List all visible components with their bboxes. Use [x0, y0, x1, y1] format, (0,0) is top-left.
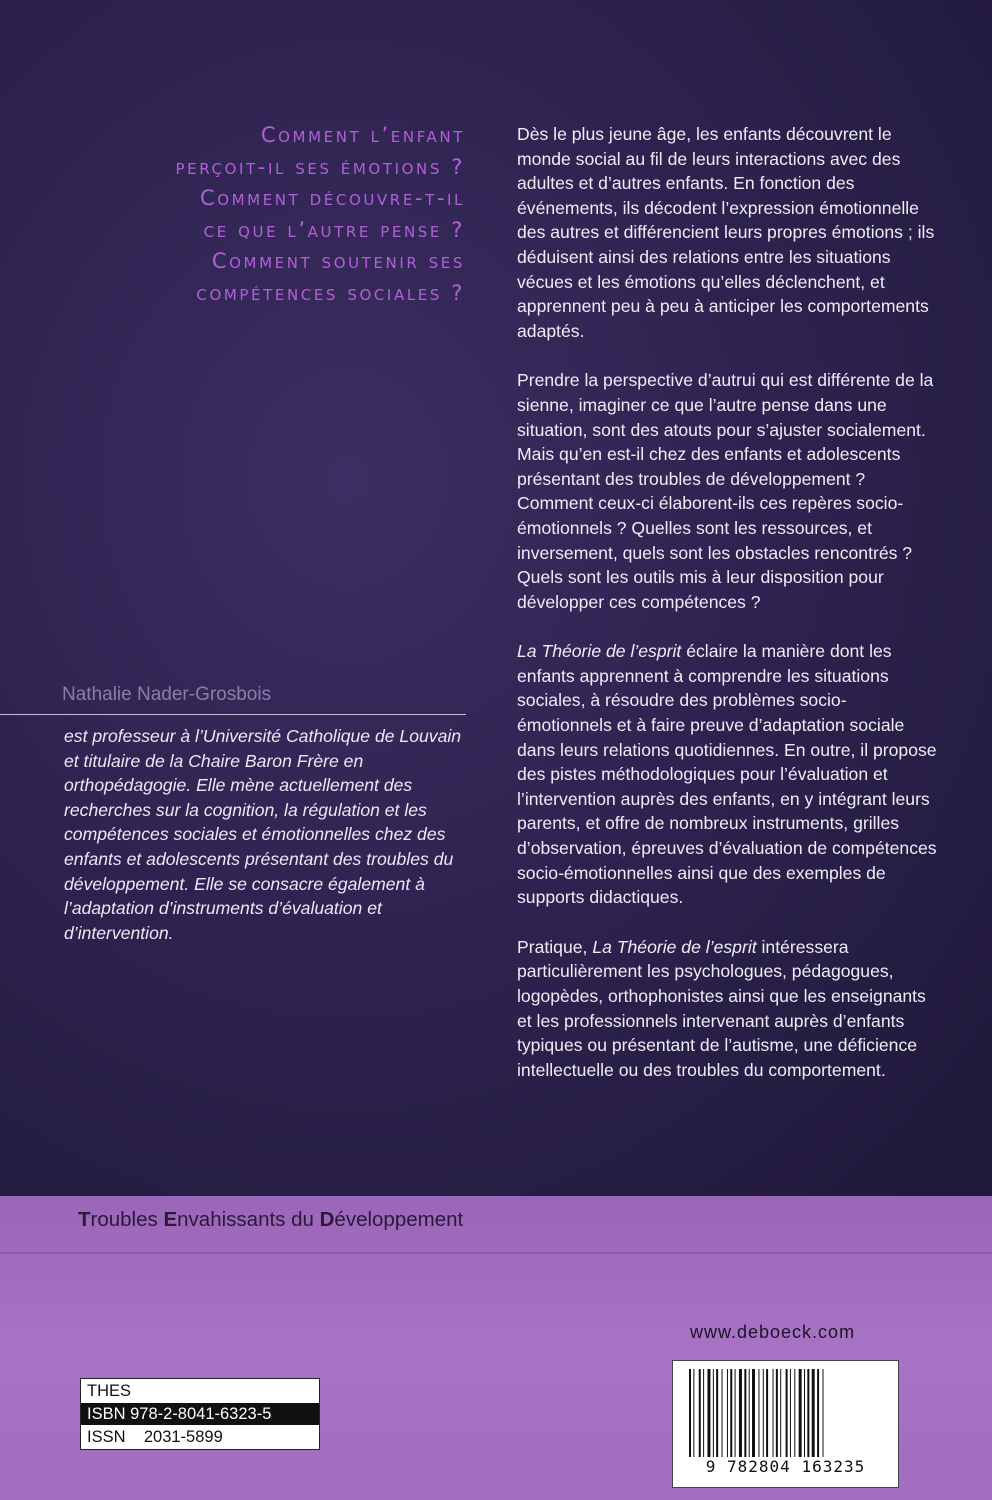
summary-text: intéressera particulièrement les psychologues, pédagogues, logopèdes, orthophonistes ainsi que les enseignants et les professionnels intervenant auprès d’enfants typiques ou présentant de l’autisme, une déficience intellectuelle ou des troubles du comportement. — [517, 936, 926, 1080]
barcode-number: 9 782804 163235 — [705, 1457, 866, 1476]
isbn-barcode — [672, 1360, 899, 1488]
series-divider — [0, 1252, 992, 1254]
series-title: Troubles Envahissants du Développement — [78, 1208, 464, 1231]
isbn-label: ISBN 978-2-8041-6323-5 — [81, 1403, 319, 1425]
barcode-bars — [687, 1369, 887, 1457]
summary-text: éclaire la manière dont les enfants apprennent à comprendre les situations sociales, à résoudre des problèmes socio-émotionnels et à faire preuve d’adaptation sociale dans leurs relations quotidiennes. En outre, il propose des pistes méthodologiques pour l’évaluation et l’intervention auprès des enfants, en y intégrant leurs parents, et offre de nombreux instruments, grilles d’observation, épreuves d’évaluation de compétences socio-émotionnelles ainsi que des exemples de supports didactiques. — [517, 641, 937, 908]
cover-questions — [60, 120, 465, 309]
question-line: Comment soutenir ses — [211, 249, 465, 273]
summary-paragraph: Prendre la perspective d’autrui qui est différente de la sienne, imaginer ce que l’autre pense dans une situation, sont des atouts pour s’ajuster socialement. Mais qu’en est-il chez des enfants et adolescents présentant des troubles de développement ? Comment ceux-ci élaborent-ils ces repères socio-émotionnels ? Quelles sont les ressources, et inversement, quels sont les obstacles rencontrés ? Quels sont les outils mis à leur disposition pour développer ces compétences ? — [517, 370, 934, 612]
summary-paragraph — [517, 639, 937, 910]
summary-text: Pratique, — [517, 936, 593, 957]
book-title: La Théorie de l’esprit — [592, 936, 757, 957]
question-line: perçoit-il ses émotions ? — [175, 154, 465, 179]
book-summary — [517, 122, 937, 1107]
publisher-website: www.deboeck.com — [690, 1322, 856, 1342]
series-code: THES — [87, 1382, 132, 1400]
question-line: ce que l’autre pense ? — [203, 217, 465, 242]
summary-paragraph: Dès le plus jeune âge, les enfants découvrent le monde social au fil de leurs interactions avec des adultes et d’autres enfants. En fonction des événements, ils décodent l’expression émotionnelle des autres et différencient leurs propres émotions ; ils déduisent ainsi des relations entre les situations vécues et les émotions qu’elles déclenchent, et apprennent peu à peu à anticiper les comportements adaptés. — [517, 124, 935, 341]
question-line: Comment l’enfant — [260, 123, 465, 147]
author-divider — [0, 714, 466, 715]
identifier-box — [80, 1378, 320, 1450]
author-bio: est professeur à l’Université Catholique de Louvain et titulaire de la Chaire Baron Frère en orthopédagogie. Elle mène actuellement des recherches sur la cognition, la régulation et les compétences sociales et émotionnelles chez des enfants et adolescents présentant des troubles du développement. Elle se consacre également à l’adaptation d’instruments d’évaluation et d’intervention. — [64, 726, 462, 943]
question-line: compétences sociales ? — [196, 280, 465, 305]
summary-paragraph — [517, 935, 937, 1083]
author-name: Nathalie Nader-Grosbois — [62, 684, 272, 705]
issn-label: ISSN 2031-5899 — [87, 1428, 223, 1446]
book-title: La Théorie de l’esprit — [517, 641, 682, 662]
question-line: Comment découvre-t-il — [199, 186, 465, 210]
